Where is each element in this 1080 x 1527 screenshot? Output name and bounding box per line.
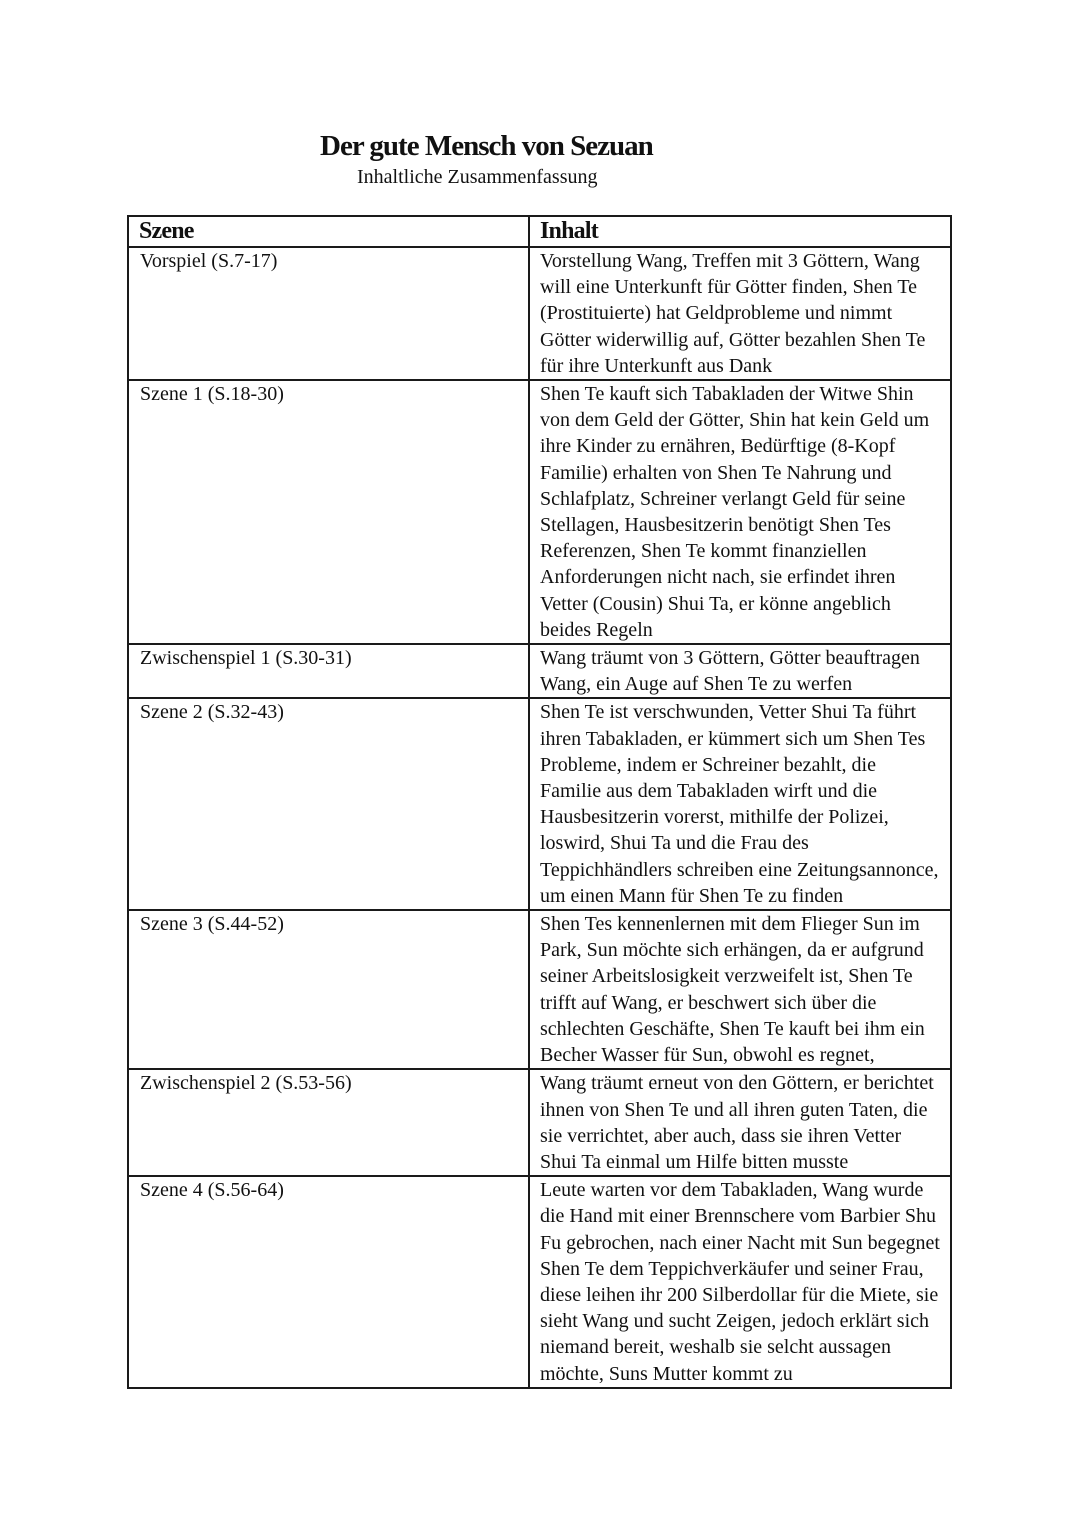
table-row — [128, 247, 951, 380]
content-cell: Shen Tes kennenlernen mit dem Flieger Sun im Park, Sun möchte sich erhängen, da er aufgrund seiner Arbeitslosigkeit verzweifelt ist, Shen Te trifft auf Wang, er beschwert sich über die schlechten Geschäfte, Shen Te kauft bei ihm ein Becher Wasser für Sun, obwohl es regnet, — [529, 910, 951, 1069]
column-header-scene: Szene — [128, 216, 529, 247]
scene-cell: Zwischenspiel 2 (S.53-56) — [128, 1069, 529, 1176]
table-row — [128, 1176, 951, 1388]
scene-cell: Zwischenspiel 1 (S.30-31) — [128, 644, 529, 698]
content-cell: Vorstellung Wang, Treffen mit 3 Göttern, Wang will eine Unterkunft für Götter finden, Shen Te (Prostituierte) hat Geldprobleme und nimmt Götter widerwillig auf, Götter bezahlen Shen Te für ihre Unterkunft aus Dank — [529, 247, 951, 380]
content-cell: Shen Te ist verschwunden, Vetter Shui Ta führt ihren Tabakladen, er kümmert sich um Shen Tes Probleme, indem er Schreiner bezahlt, die Familie aus dem Tabakladen wirft und die Hausbesitzerin vorerst, mithilfe der Polizei, loswird, Shui Ta und die Frau des Teppichhändlers schreiben eine Zeitungsannonce, um einen Mann für Shen Te zu finden — [529, 698, 951, 910]
page-title: Der gute Mensch von Sezuan — [320, 130, 653, 162]
table-header-row — [128, 216, 951, 247]
content-cell: Shen Te kauft sich Tabakladen der Witwe Shin von dem Geld der Götter, Shin hat kein Geld um ihre Kinder zu ernähren, Bedürftige (8-Kopf Familie) erhalten von Shen Te Nahrung und Schlafplatz, Schreiner verlangt Geld für seine Stellagen, Hausbesitzerin benötigt Shen Tes Referenzen, Shen Te kommt finanziellen Anforderungen nicht nach, sie erfindet ihren Vetter (Cousin) Shui Ta, er könne angeblich beides Regeln — [529, 380, 951, 644]
content-cell: Wang träumt von 3 Göttern, Götter beauftragen Wang, ein Auge auf Shen Te zu werfen — [529, 644, 951, 698]
content-cell: Leute warten vor dem Tabakladen, Wang wurde die Hand mit einer Brennschere vom Barbier Shu Fu gebrochen, nach einer Nacht mit Sun begegnet Shen Te dem Teppichverkäufer und seiner Frau, diese leihen ihr 200 Silberdollar für die Miete, sie sieht Wang und sucht Zeigen, jedoch erklärt sich niemand bereit, weshalb sie selcht aussagen möchte, Suns Mutter kommt zu — [529, 1176, 951, 1388]
content-cell: Wang träumt erneut von den Göttern, er berichtet ihnen von Shen Te und all ihren guten Taten, die sie verrichtet, aber auch, dass sie ihren Vetter Shui Ta einmal um Hilfe bitten musste — [529, 1069, 951, 1176]
scene-cell: Vorspiel (S.7-17) — [128, 247, 529, 380]
table-row — [128, 380, 951, 644]
summary-table — [127, 215, 952, 1389]
scene-cell: Szene 4 (S.56-64) — [128, 1176, 529, 1388]
scene-cell: Szene 3 (S.44-52) — [128, 910, 529, 1069]
page-subtitle: Inhaltliche Zusammenfassung — [357, 166, 598, 188]
table-row — [128, 698, 951, 910]
table-row — [128, 644, 951, 698]
table-row — [128, 1069, 951, 1176]
scene-cell: Szene 2 (S.32-43) — [128, 698, 529, 910]
table-row — [128, 910, 951, 1069]
scene-cell: Szene 1 (S.18-30) — [128, 380, 529, 644]
column-header-content: Inhalt — [529, 216, 951, 247]
